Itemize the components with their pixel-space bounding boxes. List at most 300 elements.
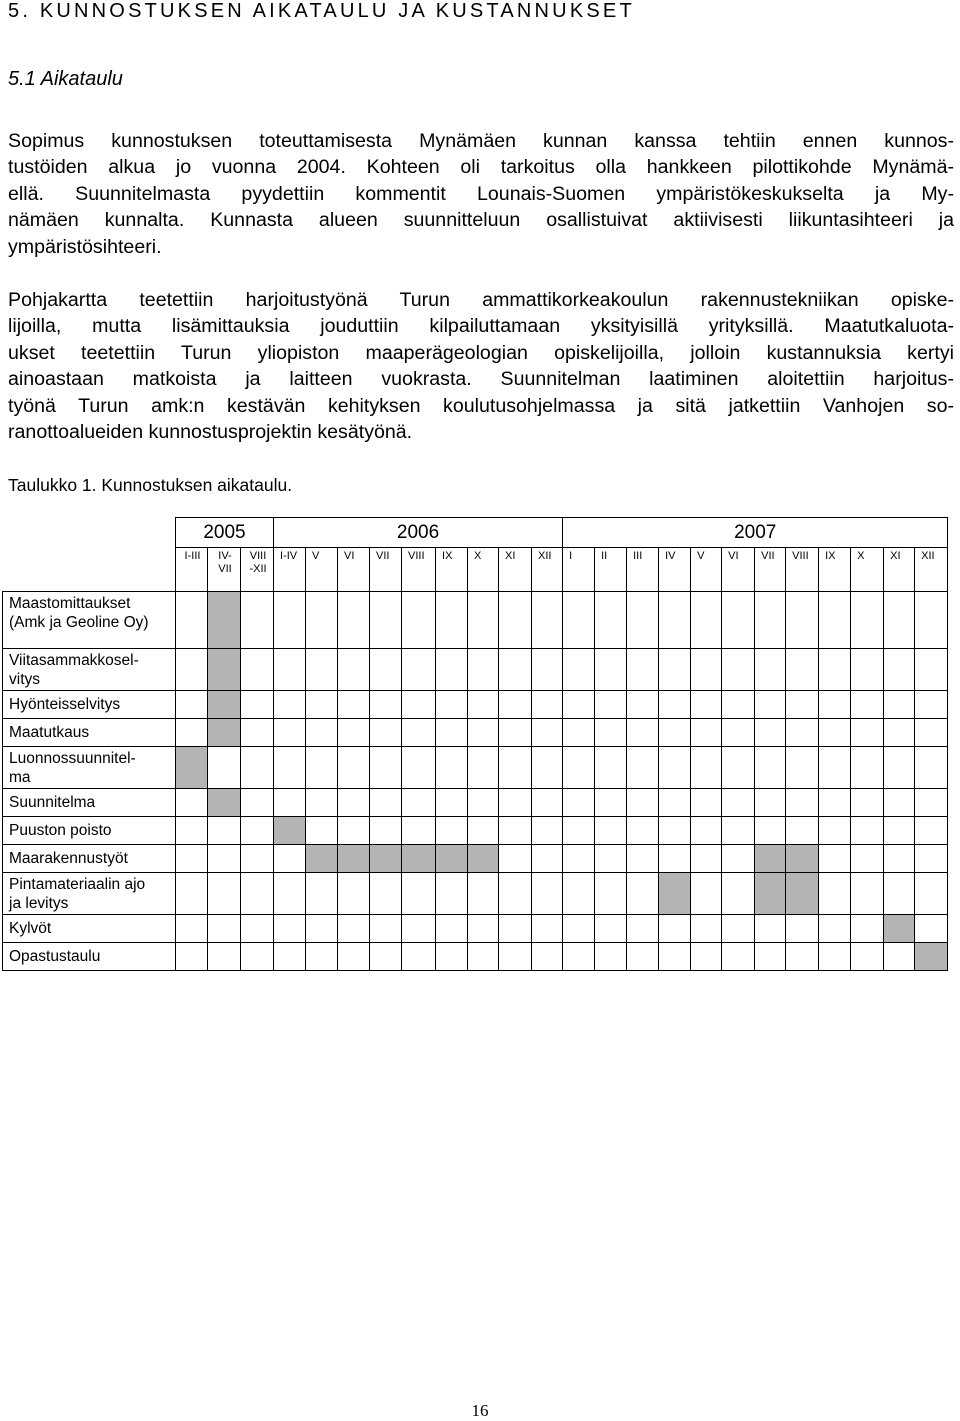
schedule-cell bbox=[532, 845, 563, 873]
schedule-cell bbox=[208, 873, 241, 915]
schedule-cell bbox=[786, 592, 819, 649]
month-header: IV- VII bbox=[208, 548, 241, 592]
schedule-cell bbox=[786, 649, 819, 691]
month-header: VIII -XII bbox=[241, 548, 274, 592]
schedule-cell-active bbox=[176, 747, 208, 789]
month-header: IX bbox=[436, 548, 468, 592]
schedule-cell bbox=[819, 943, 851, 971]
month-header: IX bbox=[819, 548, 851, 592]
year-header: 2006 bbox=[274, 518, 563, 548]
schedule-cell bbox=[208, 747, 241, 789]
schedule-cell bbox=[884, 649, 915, 691]
paragraph-line: ellä. Suunnitelmasta pyydettiin kommentit Lounais-Suomen ympäristökeskukselta ja My- bbox=[8, 182, 954, 205]
schedule-cell bbox=[659, 817, 691, 845]
schedule-cell bbox=[499, 747, 532, 789]
schedule-cell bbox=[915, 817, 948, 845]
schedule-cell bbox=[884, 845, 915, 873]
schedule-cell bbox=[884, 873, 915, 915]
schedule-cell bbox=[306, 873, 338, 915]
schedule-cell bbox=[722, 649, 755, 691]
month-header: V bbox=[306, 548, 338, 592]
schedule-cell bbox=[468, 873, 499, 915]
month-header: VII bbox=[370, 548, 402, 592]
schedule-cell-active bbox=[338, 845, 370, 873]
activity-label: Suunnitelma bbox=[3, 789, 176, 817]
schedule-cell bbox=[402, 747, 436, 789]
schedule-cell bbox=[338, 915, 370, 943]
schedule-cell bbox=[468, 817, 499, 845]
schedule-cell bbox=[722, 691, 755, 719]
schedule-cell bbox=[176, 719, 208, 747]
schedule-cell bbox=[627, 649, 659, 691]
subsection-heading: 5.1 Aikataulu bbox=[8, 68, 123, 90]
schedule-cell bbox=[691, 592, 722, 649]
schedule-cell bbox=[274, 719, 306, 747]
month-header: I bbox=[563, 548, 595, 592]
schedule-cell bbox=[627, 747, 659, 789]
schedule-cell bbox=[915, 719, 948, 747]
schedule-cell bbox=[819, 747, 851, 789]
schedule-cell bbox=[691, 873, 722, 915]
schedule-cell bbox=[659, 649, 691, 691]
table-row bbox=[3, 789, 948, 817]
schedule-cell bbox=[402, 691, 436, 719]
schedule-cell bbox=[499, 649, 532, 691]
schedule-cell bbox=[241, 873, 274, 915]
table-row bbox=[3, 845, 948, 873]
schedule-cell-active bbox=[786, 845, 819, 873]
schedule-cell bbox=[659, 943, 691, 971]
schedule-cell-active bbox=[915, 943, 948, 971]
schedule-cell bbox=[402, 592, 436, 649]
activity-label: Hyönteisselvitys bbox=[3, 691, 176, 719]
schedule-cell bbox=[659, 915, 691, 943]
schedule-cell-active bbox=[884, 915, 915, 943]
schedule-cell-active bbox=[208, 649, 241, 691]
schedule-cell bbox=[851, 789, 884, 817]
schedule-cell bbox=[755, 817, 786, 845]
activity-label: Maastomittaukset (Amk ja Geoline Oy) bbox=[3, 592, 176, 649]
paragraph-1 bbox=[8, 128, 954, 260]
table-row bbox=[3, 691, 948, 719]
schedule-cell bbox=[722, 943, 755, 971]
schedule-cell-active bbox=[402, 845, 436, 873]
schedule-cell bbox=[627, 789, 659, 817]
schedule-cell bbox=[532, 943, 563, 971]
schedule-cell bbox=[499, 915, 532, 943]
schedule-cell bbox=[208, 915, 241, 943]
schedule-cell bbox=[306, 691, 338, 719]
schedule-cell bbox=[176, 873, 208, 915]
schedule-cell bbox=[402, 649, 436, 691]
schedule-cell bbox=[532, 592, 563, 649]
schedule-cell bbox=[370, 789, 402, 817]
schedule-cell-active bbox=[370, 845, 402, 873]
schedule-cell bbox=[659, 845, 691, 873]
schedule-cell bbox=[436, 649, 468, 691]
schedule-cell bbox=[627, 592, 659, 649]
schedule-cell bbox=[851, 719, 884, 747]
schedule-cell bbox=[274, 747, 306, 789]
schedule-cell bbox=[532, 691, 563, 719]
schedule-cell bbox=[274, 915, 306, 943]
schedule-cell bbox=[338, 817, 370, 845]
schedule-cell bbox=[755, 915, 786, 943]
schedule-cell bbox=[691, 691, 722, 719]
schedule-cell bbox=[627, 691, 659, 719]
activity-label: Viitasammakkosel- vitys bbox=[3, 649, 176, 691]
schedule-cell bbox=[241, 943, 274, 971]
schedule-cell bbox=[241, 747, 274, 789]
schedule-cell bbox=[274, 691, 306, 719]
schedule-cell bbox=[468, 592, 499, 649]
schedule-cell bbox=[627, 915, 659, 943]
schedule-cell bbox=[499, 845, 532, 873]
schedule-cell bbox=[884, 592, 915, 649]
schedule-cell bbox=[499, 789, 532, 817]
schedule-cell bbox=[819, 817, 851, 845]
schedule-cell bbox=[786, 747, 819, 789]
schedule-cell bbox=[722, 873, 755, 915]
schedule-cell bbox=[338, 592, 370, 649]
schedule-cell-active bbox=[755, 845, 786, 873]
schedule-cell bbox=[176, 691, 208, 719]
schedule-cell bbox=[819, 691, 851, 719]
schedule-cell bbox=[915, 691, 948, 719]
activity-label: Kylvöt bbox=[3, 915, 176, 943]
paragraph-line: ranottoalueiden kunnostusprojektin kesätyönä. bbox=[8, 421, 413, 444]
table-row bbox=[3, 592, 948, 649]
schedule-cell bbox=[338, 789, 370, 817]
schedule-cell bbox=[722, 817, 755, 845]
schedule-cell bbox=[468, 649, 499, 691]
schedule-cell bbox=[370, 719, 402, 747]
schedule-cell bbox=[370, 592, 402, 649]
schedule-cell bbox=[691, 789, 722, 817]
schedule-cell bbox=[563, 592, 595, 649]
schedule-cell bbox=[499, 873, 532, 915]
schedule-cell bbox=[176, 592, 208, 649]
month-header: VI bbox=[338, 548, 370, 592]
activity-label: Maarakennustyöt bbox=[3, 845, 176, 873]
schedule-cell bbox=[851, 649, 884, 691]
schedule-cell bbox=[722, 719, 755, 747]
schedule-cell bbox=[532, 747, 563, 789]
schedule-cell bbox=[691, 719, 722, 747]
schedule-cell bbox=[884, 691, 915, 719]
schedule-cell bbox=[786, 789, 819, 817]
schedule-cell bbox=[563, 943, 595, 971]
schedule-cell bbox=[659, 747, 691, 789]
schedule-cell bbox=[691, 649, 722, 691]
schedule-cell bbox=[532, 789, 563, 817]
schedule-cell bbox=[241, 719, 274, 747]
month-header: IV bbox=[659, 548, 691, 592]
schedule-cell bbox=[176, 649, 208, 691]
paragraph-line: Sopimus kunnostuksen toteuttamisesta Mynämäen kunnan kanssa tehtiin ennen kunnos- bbox=[8, 130, 954, 152]
table-row bbox=[3, 873, 948, 915]
schedule-cell bbox=[691, 943, 722, 971]
month-header: X bbox=[468, 548, 499, 592]
activity-label: Maatutkaus bbox=[3, 719, 176, 747]
month-header: XI bbox=[499, 548, 532, 592]
month-header: I-III bbox=[176, 548, 208, 592]
schedule-cell bbox=[208, 845, 241, 873]
schedule-cell bbox=[755, 943, 786, 971]
schedule-cell bbox=[786, 817, 819, 845]
schedule-cell bbox=[595, 943, 627, 971]
schedule-cell bbox=[595, 915, 627, 943]
schedule-cell bbox=[884, 817, 915, 845]
schedule-cell bbox=[819, 719, 851, 747]
schedule-cell-active bbox=[208, 691, 241, 719]
schedule-cell bbox=[884, 789, 915, 817]
schedule-cell bbox=[338, 719, 370, 747]
schedule-cell bbox=[755, 691, 786, 719]
schedule-cell bbox=[436, 943, 468, 971]
schedule-cell bbox=[915, 789, 948, 817]
table-row bbox=[3, 649, 948, 691]
schedule-cell bbox=[241, 691, 274, 719]
schedule-cell bbox=[851, 592, 884, 649]
schedule-cell-active bbox=[208, 789, 241, 817]
month-header: VII bbox=[755, 548, 786, 592]
schedule-cell bbox=[306, 592, 338, 649]
schedule-cell bbox=[532, 873, 563, 915]
month-header: XII bbox=[532, 548, 563, 592]
schedule-cell bbox=[468, 747, 499, 789]
table-row bbox=[3, 719, 948, 747]
month-header: VIII bbox=[786, 548, 819, 592]
schedule-cell bbox=[468, 691, 499, 719]
schedule-cell bbox=[274, 845, 306, 873]
table-row bbox=[3, 747, 948, 789]
activity-label: Puuston poisto bbox=[3, 817, 176, 845]
schedule-cell bbox=[563, 845, 595, 873]
schedule-cell bbox=[499, 719, 532, 747]
schedule-cell bbox=[306, 649, 338, 691]
schedule-cell bbox=[338, 649, 370, 691]
schedule-cell bbox=[722, 789, 755, 817]
month-header: II bbox=[595, 548, 627, 592]
schedule-cell-active bbox=[208, 592, 241, 649]
schedule-cell bbox=[851, 817, 884, 845]
schedule-cell bbox=[436, 592, 468, 649]
schedule-cell bbox=[241, 592, 274, 649]
schedule-cell bbox=[499, 817, 532, 845]
schedule-cell bbox=[402, 789, 436, 817]
schedule-cell bbox=[436, 817, 468, 845]
schedule-cell bbox=[915, 915, 948, 943]
month-header: X bbox=[851, 548, 884, 592]
schedule-cell bbox=[595, 789, 627, 817]
schedule-cell bbox=[722, 845, 755, 873]
paragraph-line: lijoilla, mutta lisämittauksia jouduttiin kilpailuttamaan yksityisillä yrityksillä. Maatutkaluota- bbox=[8, 315, 954, 338]
schedule-cell bbox=[819, 873, 851, 915]
schedule-cell bbox=[563, 873, 595, 915]
schedule-cell bbox=[691, 915, 722, 943]
schedule-cell bbox=[659, 719, 691, 747]
schedule-cell bbox=[722, 592, 755, 649]
schedule-cell bbox=[338, 943, 370, 971]
schedule-cell bbox=[563, 747, 595, 789]
schedule-cell bbox=[402, 817, 436, 845]
year-header: 2007 bbox=[563, 518, 948, 548]
schedule-cell bbox=[722, 915, 755, 943]
schedule-cell bbox=[532, 915, 563, 943]
schedule-cell bbox=[274, 943, 306, 971]
schedule-cell bbox=[338, 747, 370, 789]
month-header: III bbox=[627, 548, 659, 592]
schedule-cell bbox=[786, 719, 819, 747]
schedule-cell bbox=[595, 691, 627, 719]
schedule-cell bbox=[306, 817, 338, 845]
schedule-cell-active bbox=[306, 845, 338, 873]
month-header: VIII bbox=[402, 548, 436, 592]
schedule-cell bbox=[436, 873, 468, 915]
month-header: XII bbox=[915, 548, 948, 592]
schedule-cell bbox=[370, 915, 402, 943]
schedule-cell bbox=[659, 691, 691, 719]
schedule-cell bbox=[436, 691, 468, 719]
schedule-cell bbox=[370, 747, 402, 789]
paragraph-line: nämäen kunnalta. Kunnasta alueen suunnitteluun osallistuivat aktiivisesti liikuntasihteeri ja bbox=[8, 209, 954, 232]
schedule-cell bbox=[468, 915, 499, 943]
schedule-cell bbox=[370, 649, 402, 691]
schedule-cell bbox=[915, 592, 948, 649]
schedule-cell bbox=[595, 747, 627, 789]
schedule-cell bbox=[176, 817, 208, 845]
schedule-cell bbox=[208, 943, 241, 971]
schedule-cell bbox=[851, 943, 884, 971]
paragraph-line: Pohjakartta teetettiin harjoitustyönä Turun ammattikorkeakoulun rakennustekniikan opiske- bbox=[8, 289, 954, 311]
schedule-cell bbox=[691, 845, 722, 873]
schedule-cell bbox=[468, 943, 499, 971]
month-header: V bbox=[691, 548, 722, 592]
schedule-cell bbox=[208, 817, 241, 845]
schedule-cell bbox=[851, 747, 884, 789]
schedule-cell bbox=[532, 649, 563, 691]
schedule-cell bbox=[691, 747, 722, 789]
schedule-cell bbox=[370, 943, 402, 971]
schedule-cell bbox=[659, 789, 691, 817]
activity-label: Pintamateriaalin ajo ja levitys bbox=[3, 873, 176, 915]
schedule-cell-active bbox=[468, 845, 499, 873]
schedule-cell bbox=[274, 873, 306, 915]
schedule-cell bbox=[274, 592, 306, 649]
schedule-cell bbox=[468, 719, 499, 747]
schedule-cell bbox=[851, 691, 884, 719]
paragraph-line: ympäristösihteeri. bbox=[8, 235, 162, 258]
schedule-cell-active bbox=[274, 817, 306, 845]
schedule-cell bbox=[819, 845, 851, 873]
schedule-cell-active bbox=[659, 873, 691, 915]
schedule-cell bbox=[627, 873, 659, 915]
schedule-cell bbox=[241, 845, 274, 873]
schedule-cell bbox=[691, 817, 722, 845]
paragraph-2 bbox=[8, 287, 954, 445]
section-heading: 5. KUNNOSTUKSEN AIKATAULU JA KUSTANNUKSET bbox=[8, 0, 635, 22]
schedule-cell bbox=[402, 915, 436, 943]
schedule-cell bbox=[755, 747, 786, 789]
schedule-cell bbox=[915, 649, 948, 691]
schedule-cell bbox=[306, 943, 338, 971]
table-row bbox=[3, 915, 948, 943]
schedule-cell bbox=[595, 873, 627, 915]
schedule-cell bbox=[402, 719, 436, 747]
schedule-cell bbox=[595, 719, 627, 747]
schedule-cell bbox=[851, 873, 884, 915]
schedule-cell bbox=[436, 915, 468, 943]
paragraph-line: työnä Turun amk:n kestävän kehityksen koulutusohjelmassa ja sitä jatkettiin Vanhojen so- bbox=[8, 394, 954, 417]
year-header: 2005 bbox=[176, 518, 274, 548]
schedule-cell bbox=[241, 789, 274, 817]
schedule-cell bbox=[499, 592, 532, 649]
schedule-cell-active bbox=[208, 719, 241, 747]
schedule-cell bbox=[402, 873, 436, 915]
schedule-cell-active bbox=[786, 873, 819, 915]
schedule-cell bbox=[338, 691, 370, 719]
table-corner bbox=[3, 548, 176, 592]
schedule-cell bbox=[786, 691, 819, 719]
schedule-cell bbox=[755, 649, 786, 691]
schedule-cell bbox=[786, 943, 819, 971]
schedule-cell bbox=[402, 943, 436, 971]
schedule-cell bbox=[595, 845, 627, 873]
schedule-cell bbox=[819, 649, 851, 691]
schedule-cell bbox=[595, 817, 627, 845]
schedule-cell bbox=[306, 719, 338, 747]
schedule-cell bbox=[627, 817, 659, 845]
schedule-cell bbox=[819, 915, 851, 943]
schedule-cell bbox=[563, 915, 595, 943]
schedule-cell bbox=[176, 943, 208, 971]
schedule-cell bbox=[819, 789, 851, 817]
schedule-cell bbox=[468, 789, 499, 817]
schedule-cell bbox=[370, 817, 402, 845]
table-row bbox=[3, 943, 948, 971]
schedule-cell bbox=[819, 592, 851, 649]
schedule-cell bbox=[659, 592, 691, 649]
schedule-cell bbox=[306, 915, 338, 943]
schedule-cell bbox=[176, 845, 208, 873]
schedule-cell bbox=[338, 873, 370, 915]
schedule-cell bbox=[722, 747, 755, 789]
schedule-cell bbox=[755, 719, 786, 747]
schedule-cell bbox=[532, 719, 563, 747]
schedule-cell bbox=[370, 873, 402, 915]
schedule-cell bbox=[241, 915, 274, 943]
schedule-cell bbox=[532, 817, 563, 845]
schedule-cell bbox=[627, 845, 659, 873]
schedule-cell bbox=[755, 592, 786, 649]
schedule-cell bbox=[786, 915, 819, 943]
schedule-cell bbox=[563, 817, 595, 845]
schedule-cell bbox=[176, 915, 208, 943]
schedule-cell bbox=[563, 649, 595, 691]
schedule-cell bbox=[627, 943, 659, 971]
schedule-cell bbox=[595, 649, 627, 691]
paragraph-line: tustöiden alkua jo vuonna 2004. Kohteen oli tarkoitus olla hankkeen pilottikohde Mynämä- bbox=[8, 156, 954, 179]
schedule-cell bbox=[563, 719, 595, 747]
month-header: XI bbox=[884, 548, 915, 592]
table-caption: Taulukko 1. Kunnostuksen aikataulu. bbox=[8, 475, 293, 495]
schedule-cell bbox=[884, 719, 915, 747]
schedule-cell-active bbox=[436, 845, 468, 873]
month-header: I-IV bbox=[274, 548, 306, 592]
paragraph-line: ukset teetettiin Turun yliopiston maaperägeologian opiskelijoilla, jolloin kustannuksia kertyi bbox=[8, 341, 954, 364]
page-number: 16 bbox=[471, 1401, 489, 1420]
